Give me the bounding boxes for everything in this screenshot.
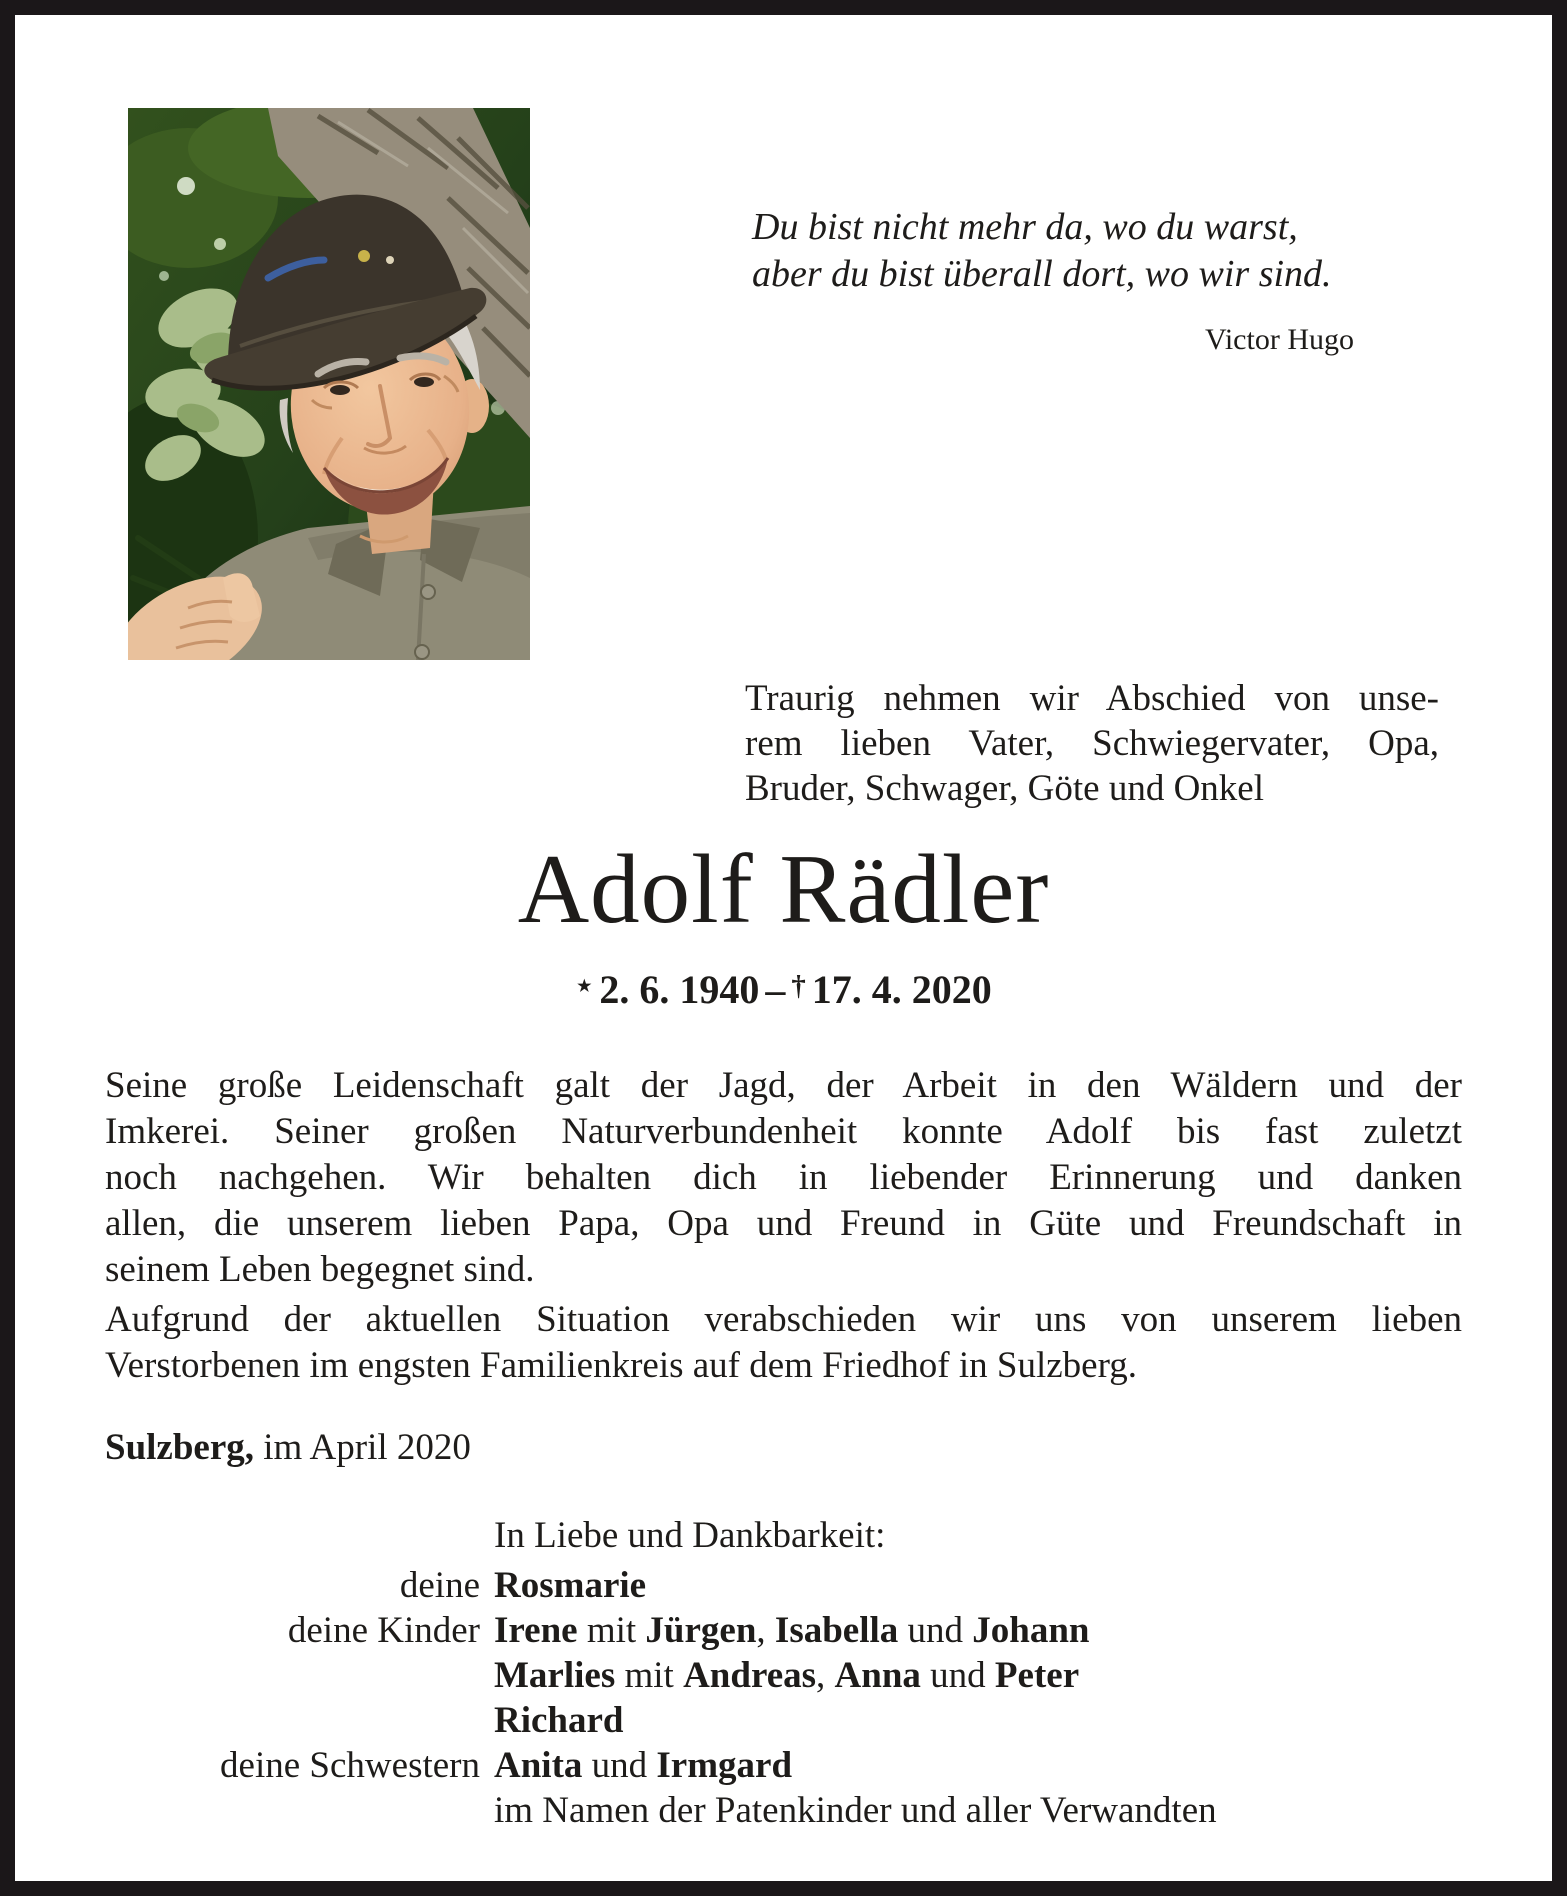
family-list	[0, 1563, 1462, 1833]
deceased-name: Adolf Rädler	[517, 835, 1050, 944]
place-name: Sulzberg,	[105, 1427, 255, 1468]
funeral-notice-paragraph	[105, 1297, 1462, 1389]
family-names: Anita und Irmgard	[494, 1745, 793, 1786]
family-names: Richard	[494, 1700, 624, 1741]
paragraph-line: noch nachgehen. Wir behalten dich in liebender Erinnerung und danken	[105, 1157, 1462, 1198]
quote-attribution: Victor Hugo	[1204, 323, 1354, 356]
date-text: im April 2020	[254, 1427, 471, 1468]
family-row	[0, 1743, 1462, 1788]
family-row	[0, 1653, 1462, 1698]
family-relation-label: deine	[399, 1565, 480, 1606]
paragraph-line: Aufgrund der aktuellen Situation verabschieden wir uns von unserem lieben	[105, 1299, 1462, 1340]
paragraph-line: Seine große Leidenschaft galt der Jagd, der Arbeit in den Wäldern und der	[105, 1065, 1462, 1106]
place-dateline	[105, 1426, 471, 1469]
quote-line: aber du bist überall dort, wo wir sind.	[752, 253, 1332, 295]
family-relation-label: deine Kinder	[287, 1610, 480, 1651]
death-cross-icon: †	[791, 969, 806, 1002]
death-date: 17. 4. 2020	[811, 967, 992, 1012]
closing-heading: In Liebe und Dankbarkeit:	[494, 1515, 886, 1556]
quote-line: Du bist nicht mehr da, wo du warst,	[752, 206, 1298, 248]
paragraph-line: Imkerei. Seiner großen Naturverbundenheit konnte Adolf bis fast zuletzt	[105, 1111, 1462, 1152]
family-names: im Namen der Patenkinder und aller Verwandten	[494, 1790, 1217, 1831]
portrait-photo	[128, 108, 530, 660]
family-relation-label	[0, 1653, 480, 1698]
family-names: Marlies mit Andreas, Anna und Peter	[494, 1655, 1080, 1696]
family-row	[0, 1563, 1462, 1608]
family-relation-label	[0, 1788, 480, 1833]
paragraph-line: allen, die unserem lieben Papa, Opa und Freund in Güte und Freundschaft in	[105, 1203, 1462, 1244]
intro-line: Bruder, Schwager, Göte und Onkel	[745, 768, 1265, 809]
life-dates	[105, 966, 1462, 1013]
date-separator: –	[765, 967, 786, 1012]
family-row	[0, 1788, 1462, 1833]
portrait-illustration	[128, 108, 530, 660]
birth-star-icon: ⋆	[575, 969, 594, 1002]
birth-date: 2. 6. 1940	[599, 967, 760, 1012]
family-row	[0, 1698, 1462, 1743]
family-relation-label: deine Schwestern	[220, 1745, 480, 1786]
paragraph-line: seinem Leben begegnet sind.	[105, 1249, 535, 1290]
memorial-paragraph	[105, 1063, 1462, 1293]
paragraph-line: Verstorbenen im engsten Familienkreis auf dem Friedhof in Sulzberg.	[105, 1345, 1138, 1386]
family-relation-label	[0, 1698, 480, 1743]
family-names: Irene mit Jürgen, Isabella und Johann	[494, 1610, 1090, 1651]
family-names: Rosmarie	[494, 1565, 647, 1606]
farewell-intro	[745, 676, 1439, 811]
family-row	[0, 1608, 1462, 1653]
intro-line: rem lieben Vater, Schwiegervater, Opa,	[745, 723, 1439, 764]
memorial-quote	[752, 204, 1354, 363]
intro-line: Traurig nehmen wir Abschied von unse-	[745, 678, 1439, 719]
